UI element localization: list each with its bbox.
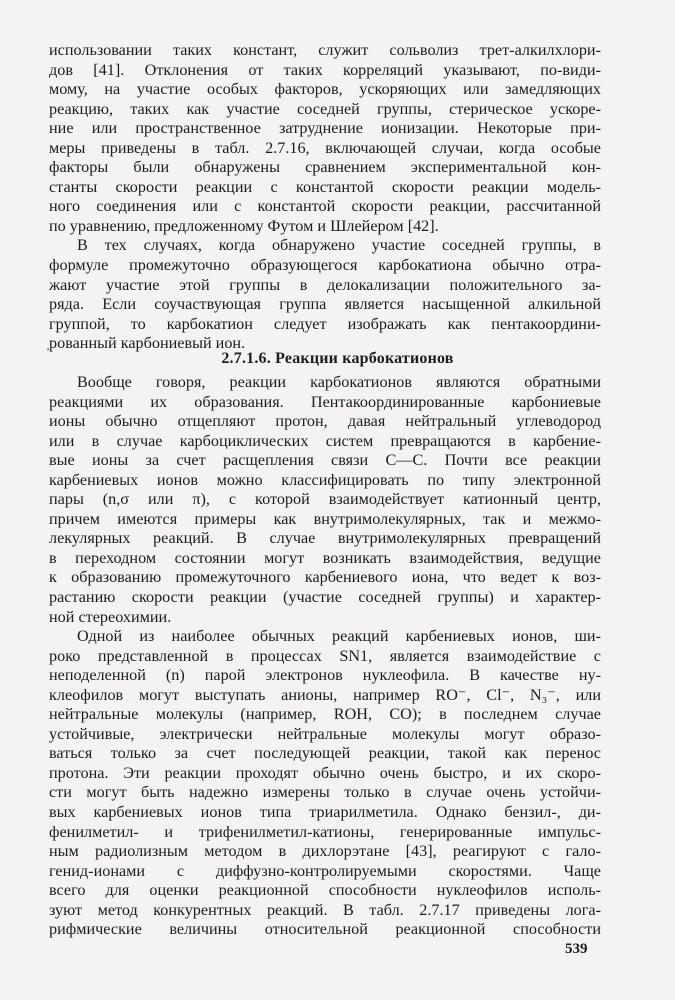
text-line: карбениевых ионов можно классифицировать по типу электронной xyxy=(49,470,601,489)
text-line: ваться только за счет последующей реакции, такой как перенос xyxy=(49,744,601,763)
text-line: фенилметил- и трифенилметил-катионы, генерированные импульс- xyxy=(49,822,601,841)
page-number: 539 xyxy=(565,941,588,957)
text-line: ного соединения или с константой скорости реакции, рассчитанной xyxy=(49,197,601,216)
text-line: по уравнению, предложенному Футом и Шлейером [42]. xyxy=(49,216,439,235)
text-line: устойчивые, электрически нейтральные молекулы могут образо- xyxy=(49,724,601,743)
stray-mark: ʼ xyxy=(46,345,50,359)
paragraph-3 xyxy=(49,373,601,627)
text-line: ние или пространственное затруднение ионизации. Некоторые при- xyxy=(49,119,601,138)
text-line: рифмические величины относительной реакционной способности xyxy=(49,920,601,939)
text-line: дов [41]. Отклонения от таких корреляций указывают, по-види- xyxy=(49,60,601,79)
text-line: пары (n,σ или π), с которой взаимодействует катионный центр, xyxy=(49,490,601,509)
text-line: зуют метод конкурентных реакций. В табл. 2.7.17 приведены лога- xyxy=(49,900,601,919)
text-line: использовании таких констант, служит сольволиз трет-алкилхлори- xyxy=(49,41,601,59)
text-line: протона. Эти реакции проходят обычно очень быстро, и их скоро- xyxy=(49,763,601,782)
paragraph-1 xyxy=(49,41,601,236)
text-line: вые ионы за счет расщепления связи С—С. Почти все реакции xyxy=(49,451,601,470)
text-line: или в случае карбоциклических систем превращаются в карбение- xyxy=(49,431,601,450)
text-line: сти могут быть надежно измерены только в случае очень устойчи- xyxy=(49,783,601,802)
text-line: неподеленной (n) парой электронов нуклеофила. В качестве ну- xyxy=(49,666,601,685)
text-line: лекулярных реакций. В случае внутримолекулярных превращений xyxy=(49,529,601,548)
text-line: факторы были обнаружены сравнением экспериментальной кон- xyxy=(49,158,601,177)
text-line: ионы обычно отщепляют протон, давая нейтральный углеводород xyxy=(49,412,601,431)
text-line: рованный карбониевый ион. xyxy=(49,334,246,353)
paragraph-4 xyxy=(49,627,601,940)
text-line: Вообще говоря, реакции карбокатионов являются обратными xyxy=(77,373,601,391)
text-line: ряда. Если соучаствующая группа является насыщенной алкильной xyxy=(49,295,601,314)
text-line: нейтральные молекулы (например, ROH, CO); в последнем случае xyxy=(49,705,601,724)
text-block-lower xyxy=(49,373,601,940)
text-line: к образованию промежуточного карбениевого иона, что ведет к воз- xyxy=(49,568,601,587)
text-line: роко представленной в процессах SN1, является взаимодействие с xyxy=(49,646,601,665)
text-line: жают участие этой группы в делокализации положительного за- xyxy=(49,275,601,294)
text-line: меры приведены в табл. 2.7.16, включающей случаи, когда особые xyxy=(49,138,601,157)
text-line: группой, то карбокатион следует изображать как пентакоордини- xyxy=(49,314,601,333)
text-block-upper xyxy=(49,41,601,354)
text-line: причем имеются примеры как внутримолекулярных, так и межмо- xyxy=(49,509,601,528)
text-line: вых карбениевых ионов типа триарилметила. Однако бензил-, ди- xyxy=(49,803,601,822)
text-line: реакциями их образования. Пентакоординированные карбониевые xyxy=(49,392,601,411)
text-line: реакцию, таких как участие соседней группы, стерическое ускоре- xyxy=(49,99,601,118)
text-line: генид-ионами с диффузно-контролируемыми скоростями. Чаще xyxy=(49,861,601,880)
text-line: ным радиолизным методом в дихлорэтане [43], реагируют с гало- xyxy=(49,842,601,861)
text-line: Одной из наиболее обычных реакций карбениевых ионов, ши- xyxy=(77,627,601,646)
text-line: станты скорости реакции с константой скорости реакции модель- xyxy=(49,177,601,196)
text-line: растанию скорости реакции (участие соседней группы) и характер- xyxy=(49,588,601,607)
section-heading: 2.7.1.6. Реакции карбокатионов xyxy=(221,350,454,367)
text-line: всего для оценки реакционной способности нуклеофилов исполь- xyxy=(49,881,601,900)
text-line: ной стереохимии. xyxy=(49,607,172,626)
text-line: В тех случаях, когда обнаружено участие соседней группы, в xyxy=(77,236,601,255)
text-line: мому, на участие особых факторов, ускоряющих или замедляющих xyxy=(49,80,601,99)
text-line: клеофилов могут выступать анионы, например RO⁻, Cl⁻, N₃⁻, или xyxy=(49,685,601,704)
paragraph-2 xyxy=(49,236,601,353)
text-line: в переходном состоянии могут возникать взаимодействия, ведущие xyxy=(49,548,601,567)
text-line: формуле промежуточно образующегося карбокатиона обычно отра- xyxy=(49,256,601,275)
